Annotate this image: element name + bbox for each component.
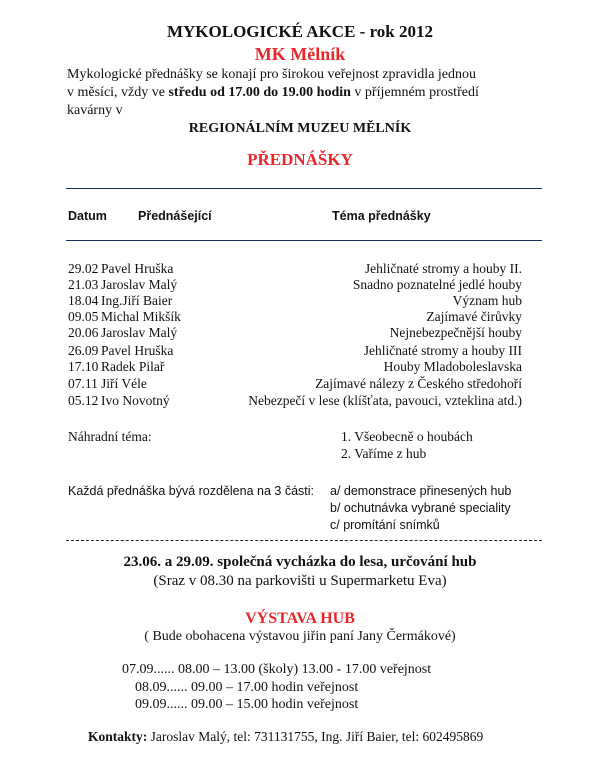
forest-walk-title: 23.06. a 29.09. společná vycházka do lesa, určování hub (123, 554, 477, 570)
intro-text-a: v měsíci, vždy ve (67, 85, 169, 100)
row-speaker: Michal Mikšík (101, 309, 181, 324)
col-header-speaker: Přednášející (138, 209, 212, 223)
contacts-label: Kontakty: (88, 729, 148, 744)
row-topic: Zajímavé čirůvky (426, 309, 522, 324)
alternate-topic-item: 2. Vaříme z hub (341, 446, 427, 461)
intro-text-c: v příjemném prostředí (350, 85, 479, 100)
intro-line-2 (67, 85, 479, 101)
dashed-divider (66, 540, 542, 541)
exhibition-schedule-line: 07.09...... 08.00 – 13.00 (školy) 13.00 - 17.00 veřejnost (122, 662, 432, 677)
table-row (68, 309, 522, 325)
exhibition-note: ( Bude obohacena výstavou jiřin paní Jany Čermákové) (144, 629, 456, 644)
divider (66, 240, 542, 241)
contacts (88, 729, 483, 745)
row-speaker: Jaroslav Malý (101, 325, 178, 340)
club-name: MK Mělník (254, 44, 346, 64)
table-row (68, 376, 522, 392)
table-row (68, 293, 522, 309)
intro-line-3: kavárny v (67, 103, 123, 118)
row-date: 17.10 (68, 359, 99, 374)
row-speaker: Pavel Hruška (101, 261, 174, 276)
exhibition-title: VÝSTAVA HUB (245, 610, 355, 627)
exhibition-schedule-line: 08.09...... 09.00 – 17.00 hodin veřejnost (135, 680, 359, 695)
row-topic: Nebezpečí v lese (klíšťata, pavouci, vzteklina atd.) (248, 393, 522, 408)
section-title: PŘEDNÁŠKY (247, 150, 353, 169)
row-speaker: Pavel Hruška (101, 343, 174, 358)
table-row (68, 277, 522, 293)
row-speaker: Jiří Véle (101, 376, 147, 391)
col-header-date: Datum (68, 209, 107, 223)
row-date: 07.11 (68, 376, 98, 391)
row-speaker: Ing.Jiří Baier (101, 293, 173, 308)
intro-time: středu od 17.00 do 19.00 hodin (168, 85, 351, 100)
row-topic: Houby Mladoboleslavska (383, 359, 522, 374)
row-date: 18.04 (68, 293, 99, 308)
col-header-topic: Téma přednášky (332, 209, 431, 223)
table-row (68, 359, 522, 375)
table-row (68, 261, 522, 277)
contacts-text: Jaroslav Malý, tel: 731131755, Ing. Jiří Baier, tel: 602495869 (147, 729, 484, 744)
table-row (68, 343, 522, 359)
row-date: 21.03 (68, 277, 99, 292)
row-speaker: Ivo Novotný (101, 393, 170, 408)
intro-line-1: Mykologické přednášky se konají pro širokou veřejnost zpravidla jednou (67, 67, 477, 82)
row-date: 09.05 (68, 309, 99, 324)
row-date: 29.02 (68, 261, 99, 276)
alternate-topic-label: Náhradní téma: (68, 429, 152, 444)
row-topic: Zajímavé nálezy z Českého středohoří (315, 376, 522, 391)
exhibition-schedule-line: 09.09...... 09.00 – 15.00 hodin veřejnost (135, 697, 359, 712)
alternate-topic-item: 1. Všeobecně o houbách (341, 429, 473, 444)
row-date: 20.06 (68, 325, 99, 340)
row-date: 26.09 (68, 343, 99, 358)
row-topic: Význam hub (452, 293, 522, 308)
lecture-part-item: b/ ochutnávka vybrané speciality (330, 501, 511, 515)
lecture-part-item: c/ promítání snímků (330, 518, 440, 532)
lecture-part-item: a/ demonstrace přinesených hub (330, 484, 512, 498)
row-speaker: Jaroslav Malý (101, 277, 178, 292)
row-topic: Jehličnaté stromy a houby II. (364, 261, 522, 276)
page-title: MYKOLOGICKÉ AKCE - rok 2012 (166, 22, 434, 41)
row-date: 05.12 (68, 393, 99, 408)
row-topic: Nejnebezpečnější houby (389, 325, 522, 340)
museum-name: REGIONÁLNÍM MUZEU MĚLNÍK (188, 121, 412, 136)
forest-walk-meeting: (Sraz v 08.30 na parkovišti u Supermarketu Eva) (153, 573, 447, 589)
table-row (68, 393, 522, 409)
lecture-parts-label: Každá přednáška bývá rozdělena na 3 části: (68, 484, 314, 498)
row-topic: Snadno poznatelné jedlé houby (352, 277, 522, 292)
divider (66, 188, 542, 189)
table-row (68, 325, 522, 341)
row-topic: Jehličnaté stromy a houby III (363, 343, 522, 358)
row-speaker: Radek Pilař (101, 359, 165, 374)
